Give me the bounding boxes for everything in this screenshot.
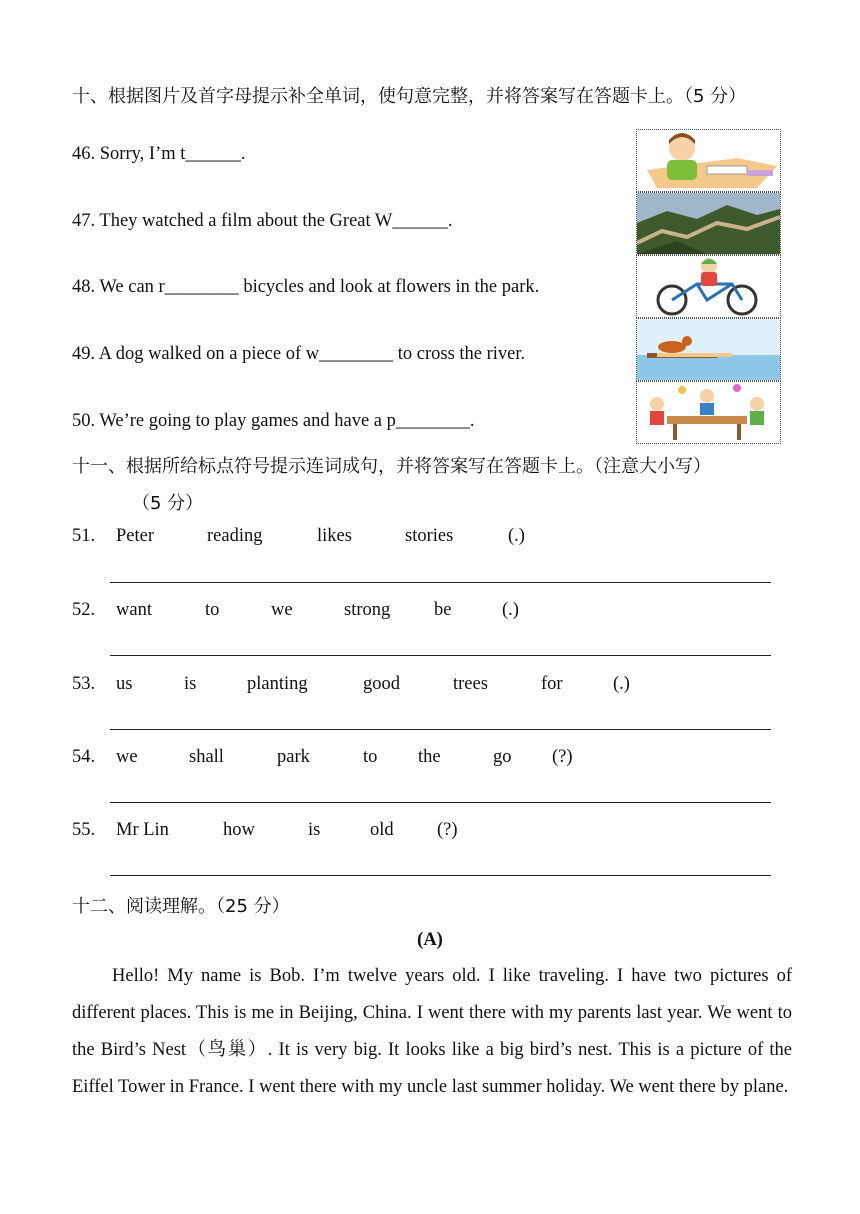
passage-text: Hello! My name is Bob. I’m twelve years old. I like traveling. I have two pictures of different places. This is me in Beijing, China. I went there with my parents last year. We went to the Bird’s Nest（鸟巢）. It is very big. It looks like a big bird’s nest. This is a picture of the Eiffel Tower in France. I went there with my uncle last summer holiday. We went there by plane.	[72, 966, 792, 1097]
question-number: 54.	[72, 747, 96, 767]
question-number: 55.	[72, 820, 96, 840]
word: trees	[453, 674, 488, 694]
word: we	[271, 600, 293, 620]
word: go	[493, 747, 512, 767]
word: we	[116, 747, 138, 767]
word: how	[223, 820, 255, 840]
ride-bicycle-picture	[636, 255, 781, 318]
reading-passage	[72, 958, 792, 1106]
word: good	[363, 674, 400, 694]
answer-line	[110, 655, 771, 656]
section-10-title: 十、根据图片及首字母提示补全单词，使句意完整，并将答案写在答题卡上。（5 分）	[72, 86, 747, 107]
word: (?)	[437, 820, 458, 840]
tired-boy-picture	[636, 129, 781, 192]
question-50: 50. We’re going to play games and have a p________.	[72, 411, 475, 431]
word: reading	[207, 526, 263, 546]
word: be	[434, 600, 452, 620]
section-12-title: 十二、阅读理解。（25 分）	[72, 896, 290, 917]
word: Peter	[116, 526, 155, 546]
word: the	[418, 747, 441, 767]
section-11-score: （5 分）	[132, 493, 204, 514]
word: to	[363, 747, 378, 767]
passage-label: (A)	[417, 930, 443, 950]
word: old	[370, 820, 394, 840]
word: shall	[189, 747, 224, 767]
great-wall-picture	[636, 192, 781, 255]
word: likes	[317, 526, 352, 546]
answer-line	[110, 729, 771, 730]
question-48: 48. We can r________ bicycles and look at flowers in the park.	[72, 277, 540, 297]
question-46: 46. Sorry, I’m t______.	[72, 144, 246, 164]
answer-line	[110, 582, 771, 583]
section-11-title: 十一、根据所给标点符号提示连词成句，并将答案写在答题卡上。（注意大小写）	[72, 456, 711, 477]
word: (.)	[508, 526, 525, 546]
dog-on-wood-picture	[636, 318, 781, 381]
question-number: 52.	[72, 600, 96, 620]
word: want	[116, 600, 152, 620]
word: (.)	[502, 600, 519, 620]
word: stories	[405, 526, 454, 546]
answer-line	[110, 875, 771, 876]
word: is	[184, 674, 197, 694]
word: to	[205, 600, 220, 620]
word: strong	[344, 600, 391, 620]
party-picture	[636, 381, 781, 444]
word: park	[277, 747, 310, 767]
word: Mr Lin	[116, 820, 169, 840]
word: planting	[247, 674, 308, 694]
word: for	[541, 674, 563, 694]
word: (.)	[613, 674, 630, 694]
question-number: 51.	[72, 526, 96, 546]
word: (?)	[552, 747, 573, 767]
answer-line	[110, 802, 771, 803]
word: is	[308, 820, 321, 840]
question-49: 49. A dog walked on a piece of w________ to cross the river.	[72, 344, 526, 364]
question-number: 53.	[72, 674, 96, 694]
word: us	[116, 674, 133, 694]
question-47: 47. They watched a film about the Great W______.	[72, 211, 453, 231]
